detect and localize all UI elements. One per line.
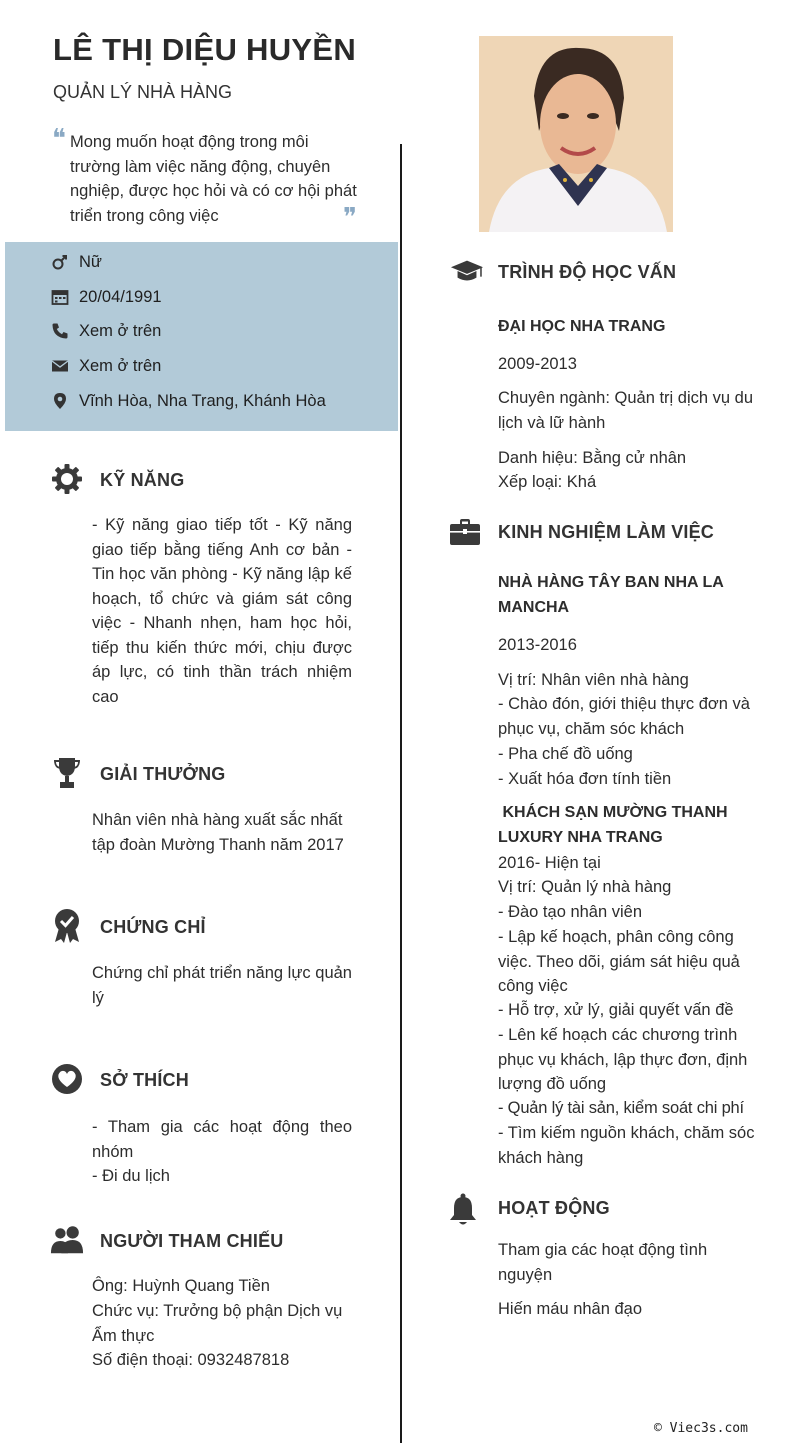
footer-copyright: © Viec3s.com <box>654 1421 748 1436</box>
column-divider <box>400 144 402 1443</box>
experience-title: KINH NGHIỆM LÀM VIỆC <box>498 522 715 542</box>
quote-close-icon: ❞ <box>343 203 357 233</box>
job1-line: - Pha chế đồ uống <box>498 745 633 763</box>
job1-line: - Chào đón, giới thiệu thực đơn và phục vụ, chăm sóc khách <box>498 695 750 738</box>
bell-icon <box>446 1193 480 1227</box>
awards-title: GIẢI THƯỞNG <box>100 764 226 784</box>
awards-text: Nhân viên nhà hàng xuất sắc nhất tập đoàn Mường Thanh năm 2017 <box>92 811 344 854</box>
envelope-icon <box>49 355 71 377</box>
job1-line: Vị trí: Nhân viên nhà hàng <box>498 671 689 689</box>
gender-value: Nữ <box>79 252 102 271</box>
job1-years: 2013-2016 <box>498 636 577 654</box>
contact-box <box>5 242 398 431</box>
job2-line: - Tìm kiếm nguồn khách, chăm sóc khách hàng <box>498 1124 755 1167</box>
quote-open-icon: ❝ <box>52 124 66 154</box>
contact-address <box>49 390 326 412</box>
contact-email <box>49 355 161 377</box>
job1-company: NHÀ HÀNG TÂY BAN NHA LA MANCHA <box>498 574 724 616</box>
hobbies-line-1: - Tham gia các hoạt động theo nhóm <box>92 1118 352 1161</box>
briefcase-icon <box>448 515 482 549</box>
job2-line: - Đào tạo nhân viên <box>498 903 643 921</box>
trophy-icon <box>50 756 84 790</box>
candidate-name: LÊ THỊ DIỆU HUYỀN <box>53 32 357 67</box>
activities-line-1: Tham gia các hoạt động tình nguyện <box>498 1241 708 1284</box>
location-pin-icon <box>49 390 71 412</box>
education-major: Chuyên ngành: Quản trị dịch vụ du lịch và lữ hành <box>498 389 754 432</box>
education-years: 2009-2013 <box>498 355 577 373</box>
phone-value: Xem ở trên <box>79 321 162 340</box>
skills-title: KỸ NĂNG <box>100 470 185 490</box>
graduation-cap-icon <box>450 254 484 288</box>
job2-years: 2016- Hiện tại <box>498 854 601 872</box>
education-school: ĐẠI HỌC NHA TRANG <box>498 318 666 335</box>
activities-line-2: Hiến máu nhân đạo <box>498 1300 643 1318</box>
job1-line: - Xuất hóa đơn tính tiền <box>498 770 672 788</box>
contact-gender <box>49 251 102 273</box>
dob-value: 20/04/1991 <box>79 287 162 306</box>
job2-line: Vị trí: Quản lý nhà hàng <box>498 878 672 896</box>
profile-photo <box>479 36 673 232</box>
activities-title: HOẠT ĐỘNG <box>498 1198 610 1218</box>
certificates-text: Chứng chỉ phát triển năng lực quản lý <box>92 964 352 1007</box>
job2-company: KHÁCH SẠN MƯỜNG THANH LUXURY NHA TRANG <box>498 804 733 846</box>
hobbies-line-2: - Đi du lịch <box>92 1167 170 1185</box>
heart-icon <box>50 1062 84 1096</box>
contact-dob <box>49 286 162 308</box>
contact-phone <box>49 320 161 342</box>
users-icon <box>50 1223 84 1257</box>
badge-check-icon <box>50 909 84 943</box>
skills-text: - Kỹ năng giao tiếp tốt - Kỹ năng giao tiếp bằng tiếng Anh cơ bản - Tin học văn phòng - Kỹ năng lập kế hoạch, tổ chức và giám sát công việc - Nhanh nhẹn, ham học hỏi, tiếp thu kiến thức mới, chịu được áp lực, có tinh thần trách nhiệm cao <box>92 516 352 706</box>
phone-icon <box>49 320 71 342</box>
gear-icon <box>50 462 84 496</box>
hobbies-title: SỞ THÍCH <box>100 1070 189 1090</box>
job-title: QUẢN LÝ NHÀ HÀNG <box>53 82 233 102</box>
education-title: TRÌNH ĐỘ HỌC VẤN <box>498 262 677 282</box>
education-rank: Xếp loại: Khá <box>498 473 597 491</box>
address-value: Vĩnh Hòa, Nha Trang, Khánh Hòa <box>79 391 326 410</box>
calendar-icon <box>49 286 71 308</box>
career-objective: Mong muốn hoạt động trong môi trường làm việc năng động, chuyên nghiệp, được học hỏi và có cơ hội phát triển trong công việc <box>70 133 357 225</box>
reference-position: Chức vụ: Trưởng bộ phận Dịch vụ Ẩm thực <box>92 1302 343 1345</box>
job2-line: - Lập kế hoạch, phân công công việc. Theo dõi, giám sát hiệu quả công việc <box>498 928 740 995</box>
email-value: Xem ở trên <box>79 356 162 375</box>
job2-line: - Hỗ trợ, xử lý, giải quyết vấn đề <box>498 1001 734 1019</box>
job2-line: - Quản lý tài sản, kiểm soát chi phí <box>498 1099 744 1117</box>
reference-phone: Số điện thoại: 0932487818 <box>92 1351 290 1369</box>
certificates-title: CHỨNG CHỈ <box>100 917 206 937</box>
education-degree: Danh hiệu: Bằng cử nhân <box>498 449 687 467</box>
gender-icon <box>49 251 71 273</box>
references-title: NGƯỜI THAM CHIẾU <box>100 1231 284 1251</box>
reference-name: Ông: Huỳnh Quang Tiền <box>92 1277 270 1295</box>
job2-line: - Lên kế hoạch các chương trình phục vụ khách, lập thực đơn, định lượng đồ uống <box>498 1026 748 1093</box>
